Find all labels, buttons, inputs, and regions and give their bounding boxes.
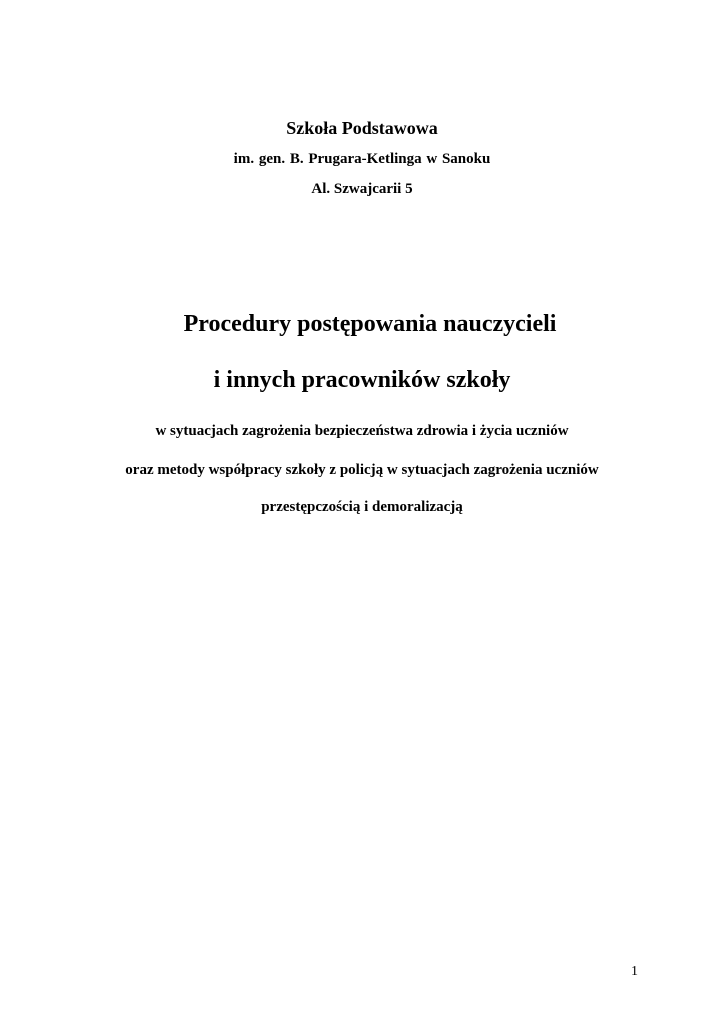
page-number: 1 bbox=[631, 964, 638, 979]
document-subtitle-line-3: przestępczością i demoralizacją bbox=[261, 499, 463, 515]
document-subtitle-line-1: w sytuacjach zagrożenia bezpieczeństwa zdrowia i życia uczniów bbox=[155, 423, 569, 439]
document-title-line-2: i innych pracowników szkoły bbox=[213, 367, 511, 393]
school-name: Szkoła Podstawowa bbox=[286, 118, 438, 138]
school-patron: im. gen. B. Prugara-Ketlinga w Sanoku bbox=[233, 151, 491, 167]
document-subtitle-line-2: oraz metody współpracy szkoły z policją w sytuacjach zagrożenia uczniów bbox=[125, 462, 599, 478]
document-title-line-1: Procedury postępowania nauczycieli bbox=[183, 311, 557, 337]
school-address: Al. Szwajcarii 5 bbox=[311, 181, 413, 197]
